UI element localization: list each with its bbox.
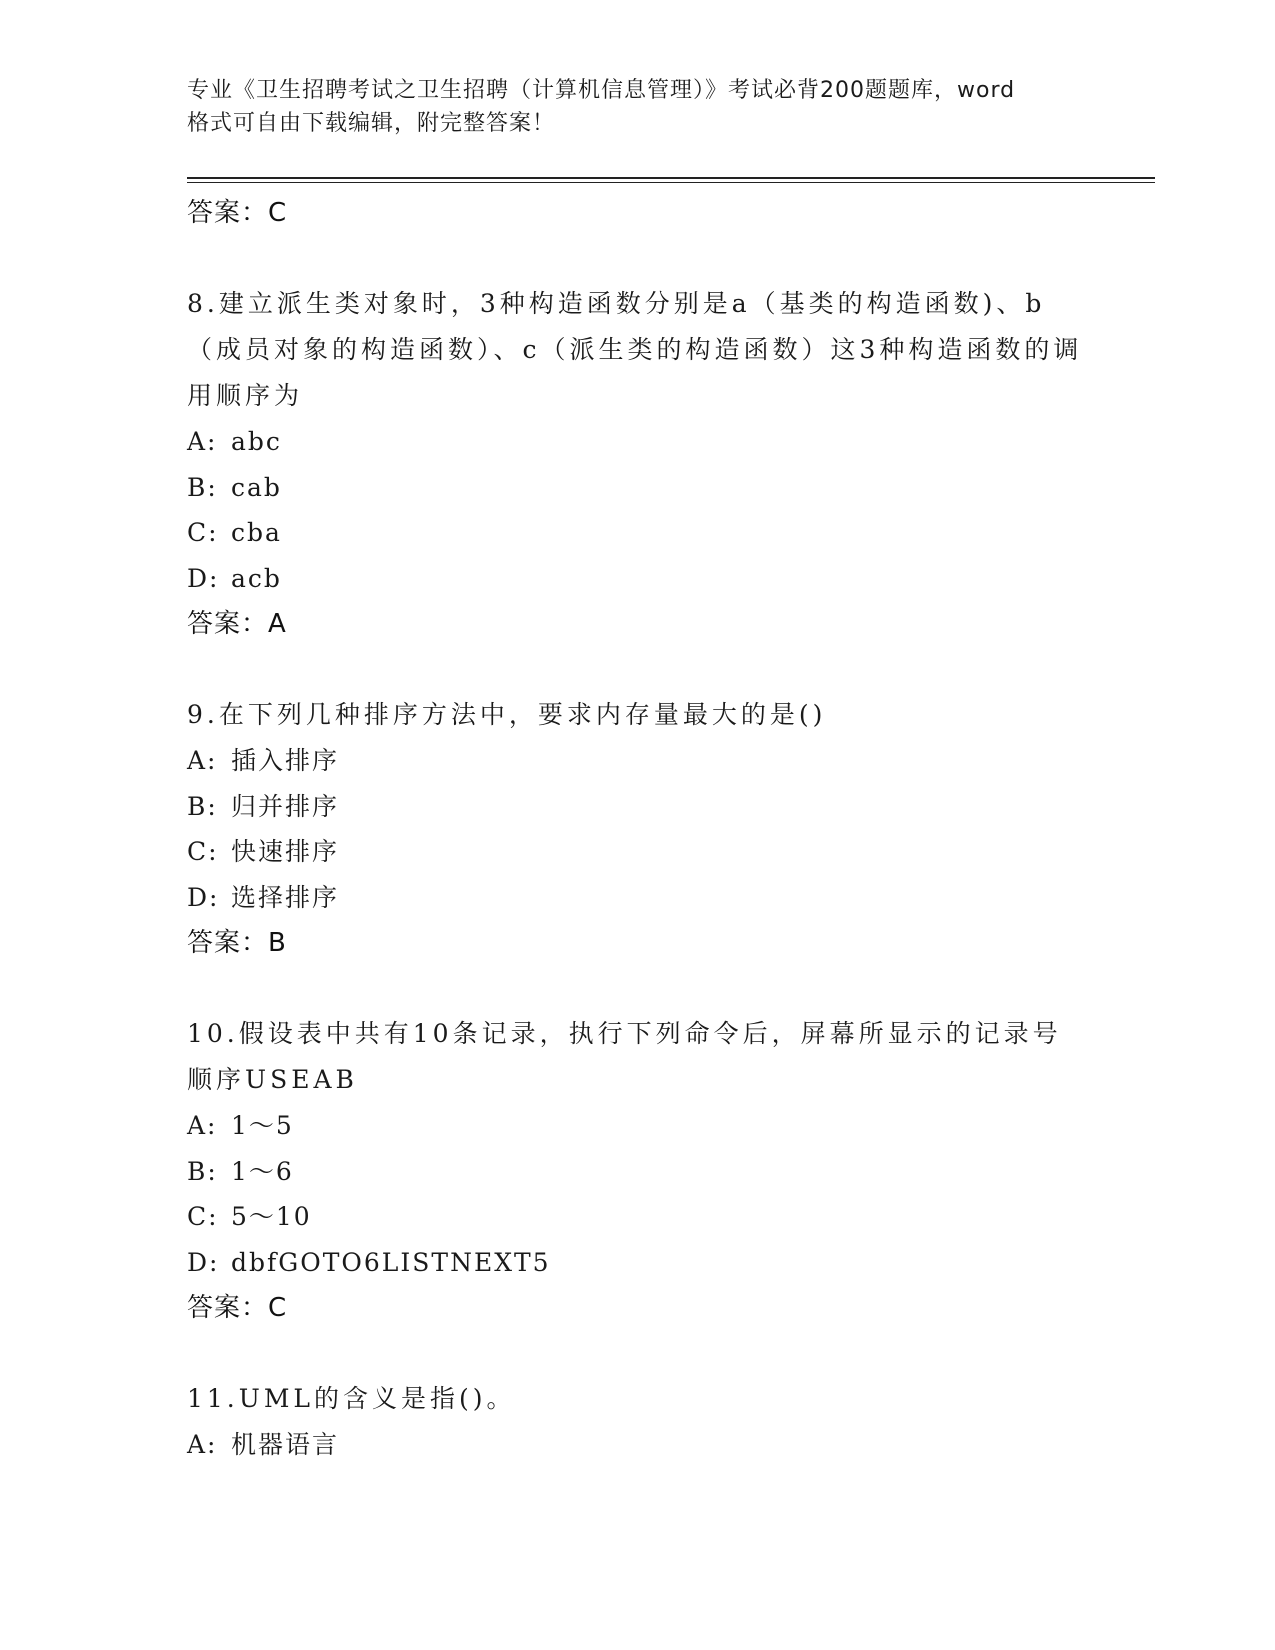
option-letter: A: <box>187 1111 218 1140</box>
question-8-answer: 答案：A <box>187 609 287 639</box>
header-divider-thick <box>187 177 1155 179</box>
option-letter: A: <box>187 427 218 456</box>
option-text: cba <box>231 518 282 547</box>
question-9-option-c <box>187 829 1087 875</box>
spacer <box>187 1331 1087 1376</box>
option-letter: C: <box>187 837 219 866</box>
option-letter: B: <box>187 1156 218 1186</box>
previous-answer: 答案：C <box>187 198 288 228</box>
question-10-answer: 答案：C <box>187 1293 288 1323</box>
question-11-option-a <box>187 1422 1087 1468</box>
option-text: 快速排序 <box>231 837 340 866</box>
option-letter: C: <box>187 1202 219 1231</box>
option-text: 归并排序 <box>231 791 340 821</box>
question-8-option-c <box>187 510 1087 556</box>
question-number: 10. <box>187 1019 239 1048</box>
option-letter: A: <box>187 746 218 775</box>
question-8-option-d <box>187 556 1087 602</box>
question-10-text <box>187 1011 1087 1103</box>
question-list <box>187 190 1087 1468</box>
spacer <box>187 966 1087 1011</box>
spacer <box>187 236 1087 281</box>
question-9-option-a <box>187 738 1087 784</box>
question-body: 建立派生类对象时，3种构造函数分别是a（基类的构造函数)、b（成员对象的构造函数）、c（派生类的构造函数）这3种构造函数的调用顺序为 <box>187 289 1083 410</box>
option-text: dbfGOTO6LISTNEXT5 <box>231 1247 551 1277</box>
question-9-text <box>187 692 1087 738</box>
option-text: cab <box>231 472 282 502</box>
question-number: 8. <box>187 289 219 318</box>
option-letter: B: <box>187 472 218 502</box>
option-text: abc <box>231 427 282 456</box>
document-header <box>187 74 1087 140</box>
option-text: 1～5 <box>231 1111 294 1140</box>
option-text: 插入排序 <box>231 746 340 775</box>
spacer <box>187 647 1087 692</box>
header-line-2: 格式可自由下载编辑，附完整答案！ <box>187 111 556 136</box>
option-letter: D: <box>187 882 220 912</box>
option-letter: C: <box>187 518 219 547</box>
option-letter: A: <box>187 1430 218 1459</box>
question-8-text <box>187 281 1087 419</box>
question-8-option-b <box>187 465 1087 511</box>
question-body: 假设表中共有10条记录，执行下列命令后，屏幕所显示的记录号顺序USEAB <box>187 1019 1062 1094</box>
question-9-option-b <box>187 784 1087 830</box>
header-line-1: 专业《卫生招聘考试之卫生招聘（计算机信息管理）》考试必背200题题库，word <box>187 78 1016 103</box>
question-10-option-b <box>187 1149 1087 1195</box>
option-text: 1～6 <box>231 1156 294 1186</box>
question-body: UML的含义是指()。 <box>238 1384 516 1413</box>
question-number: 9. <box>187 700 219 729</box>
question-8-option-a <box>187 419 1087 465</box>
question-10-option-a <box>187 1103 1087 1149</box>
question-11-text <box>187 1376 1087 1422</box>
option-text: acb <box>231 563 282 593</box>
option-text: 选择排序 <box>231 882 340 912</box>
header-divider-thin <box>187 182 1155 183</box>
question-10-option-c <box>187 1194 1087 1240</box>
option-letter: D: <box>187 1247 220 1277</box>
option-text: 机器语言 <box>231 1430 340 1459</box>
question-body: 在下列几种排序方法中，要求内存量最大的是() <box>218 700 827 729</box>
option-letter: B: <box>187 791 218 821</box>
question-number: 11. <box>187 1384 239 1413</box>
option-letter: D: <box>187 563 220 593</box>
question-10-option-d <box>187 1240 1087 1286</box>
option-text: 5～10 <box>231 1202 312 1231</box>
question-9-answer: 答案：B <box>187 928 287 958</box>
question-9-option-d <box>187 875 1087 921</box>
